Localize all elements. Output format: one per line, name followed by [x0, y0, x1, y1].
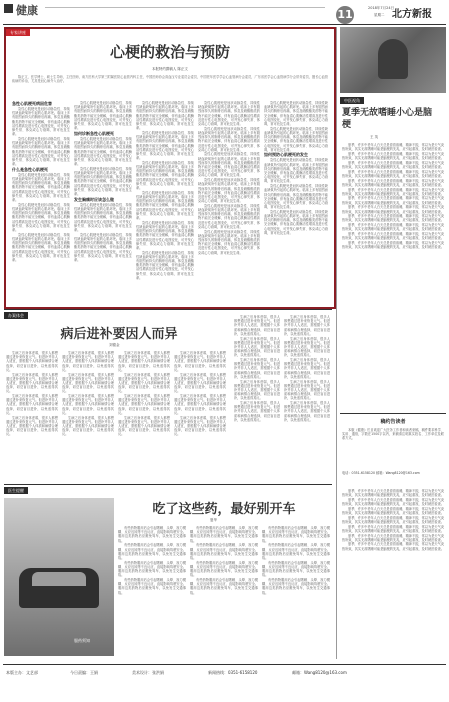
sidebar-divider [336, 27, 337, 659]
article2-rule [4, 309, 332, 310]
article3-para: 有些药物服用后会引起嗜睡、头晕、视力模糊、反应迟钝等不良反应，直接影响驾驶安全。服用这类药物后应避免驾车，以免发生交通事故。 [190, 526, 258, 543]
sidebar-title: 夏季无故嗜睡小心是脑梗 [342, 108, 433, 130]
page-footer [0, 664, 449, 702]
article2-para: 生病之后身体虚弱，很多人都想通过进补来恢复元气。但进补并非人人适宜，需根据个人体质和病情合理选择，切忌盲目进补，以免适得其反。 [6, 394, 58, 415]
sidebar-photo [340, 27, 446, 93]
sidebar-para: 夏季，许多中老年人白天总是昏昏欲睡，精神不振，常以为是天气炎热所致，其实无故嗜睡可能是脑梗的先兆，应引起重视，及时就医检查。 [342, 232, 444, 241]
article2-para: 生病之后身体虚弱，很多人都想通过进补来恢复元气。但进补并非人人适宜，需根据个人体质和病情合理选择，切忌盲目进补，以免适得其反。 [284, 358, 330, 379]
article1-para: 急性心肌梗死是冠状动脉急性、持续性缺血缺氧所引起的心肌坏死。临床上多有剧烈而持久的胸骨后疼痛，休息及硝酸酯类药物不能完全缓解，伴有血清心肌酶活性增高及进行性心电图变化，可并发心律失常、休克或心力衰竭，常可危及生命。 [136, 190, 194, 220]
article1-subhead-3: 如何诊断急性心肌梗死 [74, 130, 114, 136]
page-number-badge [336, 6, 354, 24]
article1-para: 急性心肌梗死是冠状动脉急性、持续性缺血缺氧所引起的心肌坏死。临床上多有剧烈而持久的胸骨后疼痛，休息及硝酸酯类药物不能完全缓解，伴有血清心肌酶活性增高及进行性心电图变化，可并发心律失常、休克或心力衰竭，常可危及生命。 [198, 178, 260, 204]
article1-col5 [264, 101, 328, 301]
article1-subhead-5: 如何预防心肌梗死的发生 [264, 152, 308, 158]
footer-checker: 今日责编：王娟 [70, 670, 98, 675]
article2-para: 生病之后身体虚弱，很多人都想通过进补来恢复元气。但进补并非人人适宜，需根据个人体质和病情合理选择，切忌盲目进补，以免适得其反。 [234, 315, 280, 336]
article1-para: 急性心肌梗死是冠状动脉急性、持续性缺血缺氧所引起的心肌坏死。临床上多有剧烈而持久的胸骨后疼痛，休息及硝酸酯类药物不能完全缓解，伴有血清心肌酶活性增高及进行性心电图变化，可并发心律失常、休克或心力衰竭，常可危及生命。 [136, 220, 194, 250]
sidebar [340, 27, 446, 659]
header-rule [3, 24, 446, 25]
article2-para: 生病之后身体虚弱，很多人都想通过进补来恢复元气。但进补并非人人适宜，需根据个人体质和病情合理选择，切忌盲目进补，以免适得其反。 [62, 372, 114, 394]
sidebar-para: 夏季，许多中老年人白天总是昏昏欲睡，精神不振，常以为是天气炎热所致，其实无故嗜睡可能是脑梗的先兆，应引起重视，及时就医检查。 [342, 223, 444, 232]
article2-para: 生病之后身体虚弱，很多人都想通过进补来恢复元气。但进补并非人人适宜，需根据个人体质和病情合理选择，切忌盲目进补，以免适得其反。 [174, 415, 226, 437]
article3-para: 有些药物服用后会引起嗜睡、头晕、视力模糊、反应迟钝等不良反应，直接影响驾驶安全。服用这类药物后应避免驾车，以免发生交通事故。 [118, 543, 186, 560]
sidebar-para: 夏季，许多中老年人白天总是昏昏欲睡，精神不振，常以为是天气炎热所致，其实无故嗜睡可能是脑梗的先兆，应引起重视，及时就医检查。 [342, 497, 444, 507]
article2-para: 生病之后身体虚弱，很多人都想通过进补来恢复元气。但进补并非人人适宜，需根据个人体质和病情合理选择，切忌盲目进补，以免适得其反。 [62, 351, 114, 372]
article1-para: 急性心肌梗死是冠状动脉急性、持续性缺血缺氧所引起的心肌坏死。临床上多有剧烈而持久的胸骨后疼痛，休息及硝酸酯类药物不能完全缓解，伴有血清心肌酶活性增高及进行性心电图变化，可并发心律失常、休克或心力衰竭，常可危及生命。 [12, 232, 70, 262]
sidebar-para: 夏季，许多中老年人白天总是昏昏欲睡，精神不振，常以为是天气炎热所致，其实无故嗜睡可能是脑梗的先兆，应引起重视，及时就医检查。 [342, 515, 444, 524]
article1-para: 急性心肌梗死是冠状动脉急性、持续性缺血缺氧所引起的心肌坏死。临床上多有剧烈而持久的胸骨后疼痛，休息及硝酸酯类药物不能完全缓解，伴有血清心肌酶活性增高及进行性心电图变化，可并发心律失常、休克或心力衰竭，常可危及生命。 [12, 107, 70, 137]
article1-para: 急性心肌梗死是冠状动脉急性、持续性缺血缺氧所引起的心肌坏死。临床上多有剧烈而持久的胸骨后疼痛，休息及硝酸酯类药物不能完全缓解，伴有血清心肌酶活性增高及进行性心电图变化，可并发心律失常、休克或心力衰竭，常可危及生命。 [74, 166, 132, 197]
article2-title: 病后进补要因人而异 [60, 327, 178, 342]
article1-subhead-1: 急性心肌梗死病因危害 [12, 101, 52, 106]
article1-para: 急性心肌梗死是冠状动脉急性、持续性缺血缺氧所引起的心肌坏死。临床上多有剧烈而持久的胸骨后疼痛，休息及硝酸酯类药物不能完全缓解，伴有血清心肌酶活性增高及进行性心电图变化，可并发心律失常、休克或心力衰竭，常可危及生命。 [198, 229, 260, 255]
article2-para: 生病之后身体虚弱，很多人都想通过进补来恢复元气。但进补并非人人适宜，需根据个人体质和病情合理选择，切忌盲目进补，以免适得其反。 [118, 372, 170, 394]
article1-para: 急性心肌梗死是冠状动脉急性、持续性缺血缺氧所引起的心肌坏死。临床上多有剧烈而持久的胸骨后疼痛，休息及硝酸酯类药物不能完全缓解，伴有血清心肌酶活性增高及进行性心电图变化，可并发心律失常、休克或心力衰竭，常可危及生命。 [136, 101, 194, 131]
notice-body [342, 428, 444, 466]
article2-col6 [284, 315, 330, 479]
article3-para: 有些药物服用后会引起嗜睡、头晕、视力模糊、反应迟钝等不良反应，直接影响驾驶安全。服用这类药物后应避免驾车，以免发生交通事故。 [262, 577, 330, 595]
article2-col1 [6, 351, 58, 479]
article1-tag: 专家讲座 [6, 29, 30, 36]
article2-para: 生病之后身体虚弱，很多人都想通过进补来恢复元气。但进补并非人人适宜，需根据个人体质和病情合理选择，切忌盲目进补，以免适得其反。 [6, 372, 58, 394]
article2-para: 生病之后身体虚弱，很多人都想通过进补来恢复元气。但进补并非人人适宜，需根据个人体质和病情合理选择，切忌盲目进补，以免适得其反。 [118, 351, 170, 372]
article-drug-driving [4, 484, 332, 658]
article2-tag: 办案体会 [4, 312, 28, 319]
article3-col1 [118, 526, 186, 656]
article2-col5 [234, 315, 280, 479]
article2-byline: 刘德金 [109, 343, 120, 347]
article2-para: 生病之后身体虚弱，很多人都想通过进补来恢复元气。但进补并非人人适宜，需根据个人体质和病情合理选择，切忌盲目进补，以免适得其反。 [174, 372, 226, 394]
article2-para: 生病之后身体虚弱，很多人都想通过进补来恢复元气。但进补并非人人适宜，需根据个人体质和病情合理选择，切忌盲目进补，以免适得其反。 [234, 401, 280, 422]
article1-para: 急性心肌梗死是冠状动脉急性、持续性缺血缺氧所引起的心肌坏死。临床上多有剧烈而持久的胸骨后疼痛，休息及硝酸酯类药物不能完全缓解，伴有血清心肌酶活性增高及进行性心电图变化，可并发心律失常、休克或心力衰竭，常可危及生命。 [136, 250, 194, 280]
sidebar-para: 夏季，许多中老年人白天总是昏昏欲睡，精神不振，常以为是天气炎热所致，其实无故嗜睡可能是脑梗的先兆，应引起重视，及时就医检查。 [342, 214, 444, 223]
article3-para: 有些药物服用后会引起嗜睡、头晕、视力模糊、反应迟钝等不良反应，直接影响驾驶安全。服用这类药物后应避免驾车，以免发生交通事故。 [262, 543, 330, 560]
article3-rule [4, 484, 332, 485]
article1-para: 急性心肌梗死是冠状动脉急性、持续性缺血缺氧所引起的心肌坏死。临床上多有剧烈而持久的胸骨后疼痛，休息及硝酸酯类药物不能完全缓解，伴有血清心肌酶活性增高及进行性心电图变化，可并发心律失常、休克或心力衰竭，常可危及生命。 [198, 101, 260, 127]
article3-para: 有些药物服用后会引起嗜睡、头晕、视力模糊、反应迟钝等不良反应，直接影响驾驶安全。服用这类药物后应避免驾车，以免发生交通事故。 [118, 526, 186, 543]
article2-para: 生病之后身体虚弱，很多人都想通过进补来恢复元气。但进补并非人人适宜，需根据个人体质和病情合理选择，切忌盲目进补，以免适得其反。 [284, 401, 330, 422]
footer-editor: 本版主办：文艺部 [6, 670, 38, 675]
article2-para: 生病之后身体虚弱，很多人都想通过进补来恢复元气。但进补并非人人适宜，需根据个人体质和病情合理选择，切忌盲目进补，以免适得其反。 [118, 394, 170, 415]
page-number: 11 [337, 8, 353, 21]
section-label-block [4, 4, 13, 13]
article1-para: 急性心肌梗死是冠状动脉急性、持续性缺血缺氧所引起的心肌坏死。临床上多有剧烈而持久的胸骨后疼痛，休息及硝酸酯类药物不能完全缓解，伴有血清心肌酶活性增高及进行性心电图变化，可并发心律失常、休克或心力衰竭，常可危及生命。 [12, 202, 70, 232]
section-title: 健康 [16, 4, 38, 17]
article1-title: 心梗的救治与预防 [109, 43, 230, 61]
sidebar-body-2 [342, 489, 444, 655]
article2-para: 生病之后身体虚弱，很多人都想通过进补来恢复元气。但进补并非人人适宜，需根据个人体质和病情合理选择，切忌盲目进补，以免适得其反。 [6, 415, 58, 437]
footer-designer: 美术设计：张洪娟 [132, 670, 164, 675]
article1-byline: 本报特约撰稿人 陈正文 [151, 67, 189, 71]
article3-para: 有些药物服用后会引起嗜睡、头晕、视力模糊、反应迟钝等不良反应，直接影响驾驶安全。服用这类药物后应避免驾车，以免发生交通事故。 [262, 560, 330, 578]
article3-caption: 服药须知 [74, 638, 90, 643]
article1-para: 急性心肌梗死是冠状动脉急性、持续性缺血缺氧所引起的心肌坏死。临床上多有剧烈而持久的胸骨后疼痛，休息及硝酸酯类药物不能完全缓解，伴有血清心肌酶活性增高及进行性心电图变化，可并发心律失常、休克或心力衰竭，常可危及生命。 [12, 136, 70, 167]
article1-subhead-4: 发生胸痛时应该怎么做 [74, 196, 114, 202]
sidebar-para: 夏季，许多中老年人白天总是昏昏欲睡，精神不振，常以为是天气炎热所致，其实无故嗜睡可能是脑梗的先兆，应引起重视，及时就医检查。 [342, 151, 444, 161]
article1-para: 急性心肌梗死是冠状动脉急性、持续性缺血缺氧所引起的心肌坏死。临床上多有剧烈而持久的胸骨后疼痛，休息及硝酸酯类药物不能完全缓解，伴有血清心肌酶活性增高及进行性心电图变化，可并发心律失常、休克或心力衰竭，常可危及生命。 [136, 160, 194, 191]
sidebar-body [342, 143, 444, 407]
notice-contact: 电话：0351-6158120 邮箱：Wang8120@163.com [342, 471, 420, 475]
article2-col2 [62, 351, 114, 479]
article3-para: 有些药物服用后会引起嗜睡、头晕、视力模糊、反应迟钝等不良反应，直接影响驾驶安全。服用这类药物后应避免驾车，以免发生交通事故。 [190, 560, 258, 578]
sidebar-para: 夏季，许多中老年人白天总是昏昏欲睡，精神不振，常以为是天气炎热所致，其实无故嗜睡可能是脑梗的先兆，应引起重视，及时就医检查。 [342, 542, 444, 551]
sidebar-notice [340, 413, 446, 484]
sidebar-tag: 中医视角 [340, 97, 364, 104]
article1-para: 急性心肌梗死是冠状动脉急性、持续性缺血缺氧所引起的心肌坏死。临床上多有剧烈而持久的胸骨后疼痛，休息及硝酸酯类药物不能完全缓解，伴有血清心肌酶活性增高及进行性心电图变化，可并发心律失常、休克或心力衰竭，常可危及生命。 [136, 130, 194, 161]
article2-para: 生病之后身体虚弱，很多人都想通过进补来恢复元气。但进补并非人人适宜，需根据个人体质和病情合理选择，切忌盲目进补，以免适得其反。 [234, 358, 280, 379]
article3-photo [4, 498, 114, 656]
sidebar-para: 夏季，许多中老年人白天总是昏昏欲睡，精神不振，常以为是天气炎热所致，其实无故嗜睡可能是脑梗的先兆，应引起重视，及时就医检查。 [342, 205, 444, 214]
sidebar-para: 夏季，许多中老年人白天总是昏昏欲睡，精神不振，常以为是天气炎热所致，其实无故嗜睡可能是脑梗的先兆，应引起重视，及时就医检查。 [342, 143, 444, 152]
article3-col2 [190, 526, 258, 656]
article1-para: 急性心肌梗死是冠状动脉急性、持续性缺血缺氧所引起的心肌坏死。临床上多有剧烈而持久的胸骨后疼痛，休息及硝酸酯类药物不能完全缓解，伴有血清心肌酶活性增高及进行性心电图变化，可并发心律失常、休克或心力衰竭，常可危及生命。 [264, 126, 328, 152]
notice-title: 稿约告读者 [380, 419, 406, 425]
windshield-icon [32, 572, 86, 586]
masthead: 北方新报 [392, 9, 432, 20]
article1-para: 急性心肌梗死是冠状动脉急性、持续性缺血缺氧所引起的心肌坏死。临床上多有剧烈而持久的胸骨后疼痛，休息及硝酸酯类药物不能完全缓解，伴有血清心肌酶活性增高及进行性心电图变化，可并发心律失常、休克或心力衰竭，常可危及生命。 [74, 232, 132, 262]
date: 2018年7月24日 [368, 6, 395, 10]
footer-rule [3, 664, 446, 665]
article1-para: 急性心肌梗死是冠状动脉急性、持续性缺血缺氧所引起的心肌坏死。临床上多有剧烈而持久的胸骨后疼痛，休息及硝酸酯类药物不能完全缓解，伴有血清心肌酶活性增高及进行性心电图变化，可并发心律失常、休克或心力衰竭，常可危及生命。 [264, 209, 328, 235]
article3-tag: 医生提醒 [4, 487, 28, 494]
article1-col3 [136, 101, 194, 301]
article1-para: 急性心肌梗死是冠状动脉急性、持续性缺血缺氧所引起的心肌坏死。临床上多有剧烈而持久的胸骨后疼痛，休息及硝酸酯类药物不能完全缓解，伴有血清心肌酶活性增高及进行性心电图变化，可并发心律失常、休克或心力衰竭，常可危及生命。 [264, 101, 328, 127]
article2-para: 生病之后身体虚弱，很多人都想通过进补来恢复元气。但进补并非人人适宜，需根据个人体质和病情合理选择，切忌盲目进补，以免适得其反。 [62, 415, 114, 437]
article1-para: 急性心肌梗死是冠状动脉急性、持续性缺血缺氧所引起的心肌坏死。临床上多有剧烈而持久的胸骨后疼痛，休息及硝酸酯类药物不能完全缓解，伴有血清心肌酶活性增高及进行性心电图变化，可并发心律失常、休克或心力衰竭，常可危及生命。 [74, 136, 132, 167]
article2-col3 [118, 351, 170, 479]
article3-col3 [262, 526, 330, 656]
footer-email: 邮箱：Wang8120@163.com [292, 670, 347, 675]
article3-para: 有些药物服用后会引起嗜睡、头晕、视力模糊、反应迟钝等不良反应，直接影响驾驶安全。服用这类药物后应避免驾车，以免发生交通事故。 [190, 543, 258, 560]
article2-para: 生病之后身体虚弱，很多人都想通过进补来恢复元气。但进补并非人人适宜，需根据个人体质和病情合理选择，切忌盲目进补，以免适得其反。 [284, 379, 330, 401]
article2-para: 生病之后身体虚弱，很多人都想通过进补来恢复元气。但进补并非人人适宜，需根据个人体质和病情合理选择，切忌盲目进补，以免适得其反。 [234, 379, 280, 401]
sidebar-para: 夏季，许多中老年人白天总是昏昏欲睡，精神不振，常以为是天气炎热所致，其实无故嗜睡可能是脑梗的先兆，应引起重视，及时就医检查。 [342, 489, 444, 498]
sidebar-para: 夏季，许多中老年人白天总是昏昏欲睡，精神不振，常以为是天气炎热所致，其实无故嗜睡可能是脑梗的先兆，应引起重视，及时就医检查。 [342, 240, 444, 250]
article2-para: 生病之后身体虚弱，很多人都想通过进补来恢复元气。但进补并非人人适宜，需根据个人体质和病情合理选择，切忌盲目进补，以免适得其反。 [118, 415, 170, 437]
footer-hotline: 新闻热线：0351-6158120 [208, 670, 258, 675]
article3-para: 有些药物服用后会引起嗜睡、头晕、视力模糊、反应迟钝等不良反应，直接影响驾驶安全。服用这类药物后应避免驾车，以免发生交通事故。 [118, 560, 186, 578]
article2-para: 生病之后身体虚弱，很多人都想通过进补来恢复元气。但进补并非人人适宜，需根据个人体质和病情合理选择，切忌盲目进补，以免适得其反。 [284, 315, 330, 336]
article3-title: 吃了这些药，最好别开车 [152, 502, 296, 517]
article2-para: 生病之后身体虚弱，很多人都想通过进补来恢复元气。但进补并非人人适宜，需根据个人体质和病情合理选择，切忌盲目进补，以免适得其反。 [6, 351, 58, 372]
article1-para: 急性心肌梗死是冠状动脉急性、持续性缺血缺氧所引起的心肌坏死。临床上多有剧烈而持久的胸骨后疼痛，休息及硝酸酯类药物不能完全缓解，伴有血清心肌酶活性增高及进行性心电图变化，可并发心律失常、休克或心力衰竭，常可危及生命。 [264, 184, 328, 210]
sidebar-para: 夏季，许多中老年人白天总是昏昏欲睡，精神不振，常以为是天气炎热所致，其实无故嗜睡可能是脑梗的先兆，应引起重视，及时就医检查。 [342, 160, 444, 170]
article2-para: 生病之后身体虚弱，很多人都想通过进补来恢复元气。但进补并非人人适宜，需根据个人体质和病情合理选择，切忌盲目进补，以免适得其反。 [284, 336, 330, 358]
article-recovery [4, 309, 332, 481]
article1-col1 [12, 101, 70, 301]
article1-col4 [198, 101, 260, 301]
article2-para: 生病之后身体虚弱，很多人都想通过进补来恢复元气。但进补并非人人适宜，需根据个人体质和病情合理选择，切忌盲目进补，以免适得其反。 [174, 351, 226, 372]
person-silhouette-icon [378, 39, 408, 79]
article1-col2 [74, 101, 132, 301]
sidebar-para: 夏季，许多中老年人白天总是昏昏欲睡，精神不振，常以为是天气炎热所致，其实无故嗜睡可能是脑梗的先兆，应引起重视，及时就医检查。 [342, 524, 444, 533]
article1-para: 急性心肌梗死是冠状动脉急性、持续性缺血缺氧所引起的心肌坏死。临床上多有剧烈而持久的胸骨后疼痛，休息及硝酸酯类药物不能完全缓解，伴有血清心肌酶活性增高及进行性心电图变化，可并发心律失常、休克或心力衰竭，常可危及生命。 [198, 203, 260, 229]
page-header [0, 0, 449, 24]
sidebar-para: 夏季，许多中老年人白天总是昏昏欲睡，精神不振，常以为是天气炎热所致，其实无故嗜睡可能是脑梗的先兆，应引起重视，及时就医检查。 [342, 196, 444, 205]
article3-byline: 夏华 [210, 518, 217, 522]
article1-para: 急性心肌梗死是冠状动脉急性、持续性缺血缺氧所引起的心肌坏死。临床上多有剧烈而持久的胸骨后疼痛，休息及硝酸酯类药物不能完全缓解，伴有血清心肌酶活性增高及进行性心电图变化，可并发心律失常、休克或心力衰竭，常可危及生命。 [198, 126, 260, 152]
article2-para: 生病之后身体虚弱，很多人都想通过进补来恢复元气。但进补并非人人适宜，需根据个人体质和病情合理选择，切忌盲目进补，以免适得其反。 [62, 394, 114, 415]
sidebar-para: 夏季，许多中老年人白天总是昏昏欲睡，精神不振，常以为是天气炎热所致，其实无故嗜睡可能是脑梗的先兆，应引起重视，及时就医检查。 [342, 533, 444, 542]
article1-para: 急性心肌梗死是冠状动脉急性、持续性缺血缺氧所引起的心肌坏死。临床上多有剧烈而持久的胸骨后疼痛，休息及硝酸酯类药物不能完全缓解，伴有血清心肌酶活性增高及进行性心电图变化，可并发心律失常、休克或心力衰竭，常可危及生命。 [198, 152, 260, 178]
article1-para: 急性心肌梗死是冠状动脉急性、持续性缺血缺氧所引起的心肌坏死。临床上多有剧烈而持久的胸骨后疼痛，休息及硝酸酯类药物不能完全缓解，伴有血清心肌酶活性增高及进行性心电图变化，可并发心律失常、休克或心力衰竭，常可危及生命。 [264, 158, 328, 184]
article2-para: 生病之后身体虚弱，很多人都想通过进补来恢复元气。但进补并非人人适宜，需根据个人体质和病情合理选择，切忌盲目进补，以免适得其反。 [174, 394, 226, 415]
article1-para: 急性心肌梗死是冠状动脉急性、持续性缺血缺氧所引起的心肌坏死。临床上多有剧烈而持久的胸骨后疼痛，休息及硝酸酯类药物不能完全缓解，伴有血清心肌酶活性增高及进行性心电图变化，可并发心律失常、休克或心力衰竭，常可危及生命。 [74, 101, 132, 131]
article-cardio [4, 27, 336, 309]
sidebar-para: 夏季，许多中老年人白天总是昏昏欲睡，精神不振，常以为是天气炎热所致，其实无故嗜睡可能是脑梗的先兆，应引起重视，及时就医检查。 [342, 169, 444, 178]
header-decoration [45, 7, 325, 8]
article1-para: 急性心肌梗死是冠状动脉急性、持续性缺血缺氧所引起的心肌坏死。临床上多有剧烈而持久的胸骨后疼痛，休息及硝酸酯类药物不能完全缓解，伴有血清心肌酶活性增高及进行性心电图变化，可并发心律失常、休克或心力衰竭，常可危及生命。 [12, 172, 70, 203]
sidebar-para: 夏季，许多中老年人白天总是昏昏欲睡，精神不振，常以为是天气炎热所致，其实无故嗜睡可能是脑梗的先兆，应引起重视，及时就医检查。 [342, 187, 444, 196]
sidebar-para: 夏季，许多中老年人白天总是昏昏欲睡，精神不振，常以为是天气炎热所致，其实无故嗜睡可能是脑梗的先兆，应引起重视，及时就医检查。 [342, 506, 444, 516]
article3-para: 有些药物服用后会引起嗜睡、头晕、视力模糊、反应迟钝等不良反应，直接影响驾驶安全。服用这类药物后应避免驾车，以免发生交通事故。 [118, 577, 186, 595]
notice-para: 本版《健康》栏目欢迎广大医务工作者和读者来稿，稿件要求科学、实用、通俗，字数在1500字以内，来稿请注明真实姓名、工作单位及联系方式。 [342, 428, 444, 441]
sidebar-byline: 王 英 [370, 135, 379, 139]
article1-para: 急性心肌梗死是冠状动脉急性、持续性缺血缺氧所引起的心肌坏死。临床上多有剧烈而持久的胸骨后疼痛，休息及硝酸酯类药物不能完全缓解，伴有血清心肌酶活性增高及进行性心电图变化，可并发心律失常、休克或心力衰竭，常可危及生命。 [74, 202, 132, 232]
article1-lead [12, 75, 328, 95]
weekday: 星期二 [374, 13, 385, 17]
article2-col4 [174, 351, 226, 479]
article2-para: 生病之后身体虚弱，很多人都想通过进补来恢复元气。但进补并非人人适宜，需根据个人体质和病情合理选择，切忌盲目进补，以免适得其反。 [234, 336, 280, 358]
article1-lead-text: 陈正文，医学博士，硕士生导师，主任医师，南方医科大学第三附属医院心血管内科主任，中国医师协会高血压专业委员会委员，中国老年医学学会心血管病分会委员，广东省医学会心血管病学分会常务委员，擅长心血管疾病的诊治，尤其是冠心病介入治疗。 [12, 75, 328, 84]
article3-para: 有些药物服用后会引起嗜睡、头晕、视力模糊、反应迟钝等不良反应，直接影响驾驶安全。服用这类药物后应避免驾车，以免发生交通事故。 [262, 526, 330, 543]
sidebar-para: 夏季，许多中老年人白天总是昏昏欲睡，精神不振，常以为是天气炎热所致，其实无故嗜睡可能是脑梗的先兆，应引起重视，及时就医检查。 [342, 178, 444, 187]
article1-subhead-2: 什么是急性心肌梗死 [12, 166, 48, 172]
article3-para: 有些药物服用后会引起嗜睡、头晕、视力模糊、反应迟钝等不良反应，直接影响驾驶安全。服用这类药物后应避免驾车，以免发生交通事故。 [190, 577, 258, 595]
